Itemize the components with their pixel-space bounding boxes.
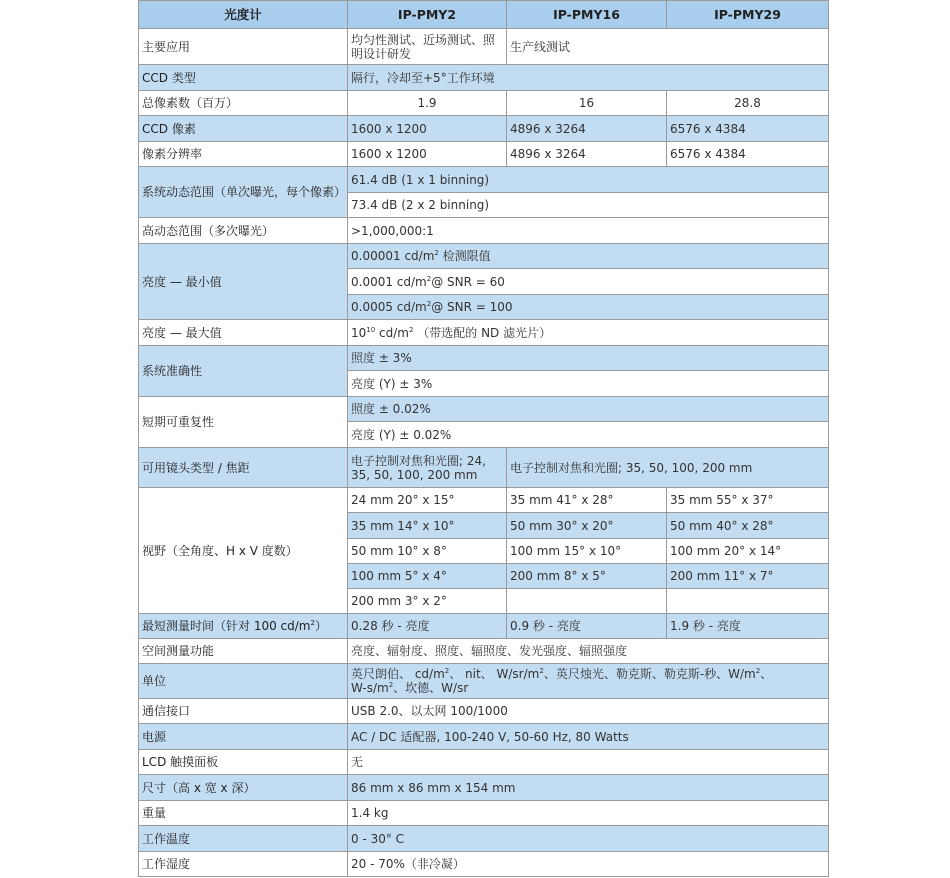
spatial-value: 亮度、辐射度、照度、辐照度、发光强度、辐照强度 (348, 639, 829, 664)
row-size (139, 775, 829, 801)
res-pmy16: 4896 x 3264 (507, 142, 667, 167)
temp-value: 0 - 30° C (348, 826, 829, 852)
lens-pmy2: 电子控制对焦和光圈; 24, 35, 50, 100, 200 mm (348, 448, 507, 488)
row-humidity (139, 852, 829, 877)
row-dynamic-range (139, 167, 829, 193)
row-label: 工作湿度 (139, 852, 348, 877)
row-label: 系统准确性 (139, 346, 348, 397)
fov-cell: 200 mm 3° x 2° (348, 589, 507, 614)
row-resolution (139, 142, 829, 167)
row-label: 单位 (139, 664, 348, 699)
row-label: 亮度 — 最大值 (139, 320, 348, 346)
row-label: 像素分辨率 (139, 142, 348, 167)
row-hdr (139, 218, 829, 244)
row-lum-min (139, 244, 829, 269)
row-meas-time (139, 614, 829, 639)
header-col-pmy2: IP-PMY2 (348, 1, 507, 29)
lum-min-1: 0.00001 $cd/m^2$ 检测限值 (348, 244, 829, 269)
header-col-pmy16: IP-PMY16 (507, 1, 667, 29)
row-repeatability (139, 397, 829, 422)
row-label: 通信接口 (139, 699, 348, 724)
row-label: 电源 (139, 724, 348, 750)
dyn-value-1: 61.4 dB (1 x 1 binning) (348, 167, 829, 193)
row-label: 最短测量时间（针对 100 $cd/m^2$） (139, 614, 348, 639)
row-label: 空间测量功能 (139, 639, 348, 664)
row-fov (139, 488, 829, 513)
size-value: 86 mm x 86 mm x 154 mm (348, 775, 829, 801)
humid-value: 20 - 70%（非冷凝） (348, 852, 829, 877)
pixels-pmy16: 16 (507, 91, 667, 116)
row-lum-max (139, 320, 829, 346)
meas-pmy29: 1.9 秒 - 亮度 (667, 614, 829, 639)
fov-cell: 24 mm 20° x 15° (348, 488, 507, 513)
row-units (139, 664, 829, 699)
dyn-value-2: 73.4 dB (2 x 2 binning) (348, 193, 829, 218)
pixels-pmy2: 1.9 (348, 91, 507, 116)
row-label: 可用镜头类型 / 焦距 (139, 448, 348, 488)
res-pmy29: 6576 x 4384 (667, 142, 829, 167)
fov-cell: 50 mm 10° x 8° (348, 539, 507, 564)
row-comm (139, 699, 829, 724)
row-label: 尺寸（高 x 宽 x 深） (139, 775, 348, 801)
fov-cell (507, 589, 667, 614)
spec-table (138, 0, 829, 877)
fov-cell: 50 mm 30° x 20° (507, 513, 667, 539)
fov-cell: 200 mm 11° x 7° (667, 564, 829, 589)
pixels-pmy29: 28.8 (667, 91, 829, 116)
res-pmy2: 1600 x 1200 (348, 142, 507, 167)
header-label: 光度计 (139, 1, 348, 29)
fov-cell: 35 mm 41° x 28° (507, 488, 667, 513)
lum-max-value: $10^{10}$ $cd/m^2$ （带选配的 ND 滤光片） (348, 320, 829, 346)
meas-pmy2: 0.28 秒 - 亮度 (348, 614, 507, 639)
lum-min-3: 0.0005 $cd/m^2@$ SNR = 100 (348, 295, 829, 320)
row-lens (139, 448, 829, 488)
fov-cell: 50 mm 40° x 28° (667, 513, 829, 539)
row-temp (139, 826, 829, 852)
row-label: 短期可重复性 (139, 397, 348, 448)
ccd-px-pmy2: 1600 x 1200 (348, 116, 507, 142)
row-label: 视野（全角度、H x V 度数） (139, 488, 348, 614)
app-pmy2: 均匀性测试、近场测试、照明设计研发 (348, 29, 507, 65)
row-ccd-type (139, 65, 829, 91)
rep-value-2: 亮度 (Y) ± 0.02% (348, 422, 829, 448)
row-label: 高动态范围（多次曝光） (139, 218, 348, 244)
comm-value: USB 2.0、以太网 100/1000 (348, 699, 829, 724)
row-ccd-pixels (139, 116, 829, 142)
hdr-value: >1,000,000:1 (348, 218, 829, 244)
lum-min-2: 0.0001 $cd/m^2@$ SNR = 60 (348, 269, 829, 295)
row-label: 工作温度 (139, 826, 348, 852)
row-accuracy (139, 346, 829, 371)
rep-value-1: 照度 ± 0.02% (348, 397, 829, 422)
fov-cell: 100 mm 5° x 4° (348, 564, 507, 589)
row-label: CCD 像素 (139, 116, 348, 142)
meas-pmy16: 0.9 秒 - 亮度 (507, 614, 667, 639)
fov-cell: 100 mm 20° x 14° (667, 539, 829, 564)
fov-cell: 35 mm 55° x 37° (667, 488, 829, 513)
row-weight (139, 801, 829, 826)
fov-cell: 35 mm 14° x 10° (348, 513, 507, 539)
row-label: CCD 类型 (139, 65, 348, 91)
app-other: 生产线测试 (507, 29, 829, 65)
row-label: 重量 (139, 801, 348, 826)
weight-value: 1.4 kg (348, 801, 829, 826)
row-pixels (139, 91, 829, 116)
header-col-pmy29: IP-PMY29 (667, 1, 829, 29)
acc-value-2: 亮度 (Y) ± 3% (348, 371, 829, 397)
fov-cell (667, 589, 829, 614)
row-lcd (139, 750, 829, 775)
ccd-px-pmy16: 4896 x 3264 (507, 116, 667, 142)
ccd-type-value: 隔行，冷却至+5°工作环境 (348, 65, 829, 91)
row-label: 亮度 — 最小值 (139, 244, 348, 320)
row-label: 主要应用 (139, 29, 348, 65)
power-value: AC / DC 适配器, 100-240 V, 50-60 Hz, 80 Watts (348, 724, 829, 750)
row-label: 系统动态范围（单次曝光，每个像素） (139, 167, 348, 218)
row-spatial (139, 639, 829, 664)
row-label: LCD 触摸面板 (139, 750, 348, 775)
lens-other: 电子控制对焦和光圈; 35, 50, 100, 200 mm (507, 448, 829, 488)
header-row (139, 1, 829, 29)
row-power (139, 724, 829, 750)
units-value: 英尺朗伯、 $cd/m^2$、 nit、 $W/sr/m^2$、英尺烛光、勒克斯、勒克斯-秒、$W/m^2$、 $W-s/m^2$、坎德、W/sr (348, 664, 829, 699)
fov-cell: 100 mm 15° x 10° (507, 539, 667, 564)
fov-cell: 200 mm 8° x 5° (507, 564, 667, 589)
lcd-value: 无 (348, 750, 829, 775)
acc-value-1: 照度 ± 3% (348, 346, 829, 371)
ccd-px-pmy29: 6576 x 4384 (667, 116, 829, 142)
row-app (139, 29, 829, 65)
row-label: 总像素数（百万） (139, 91, 348, 116)
